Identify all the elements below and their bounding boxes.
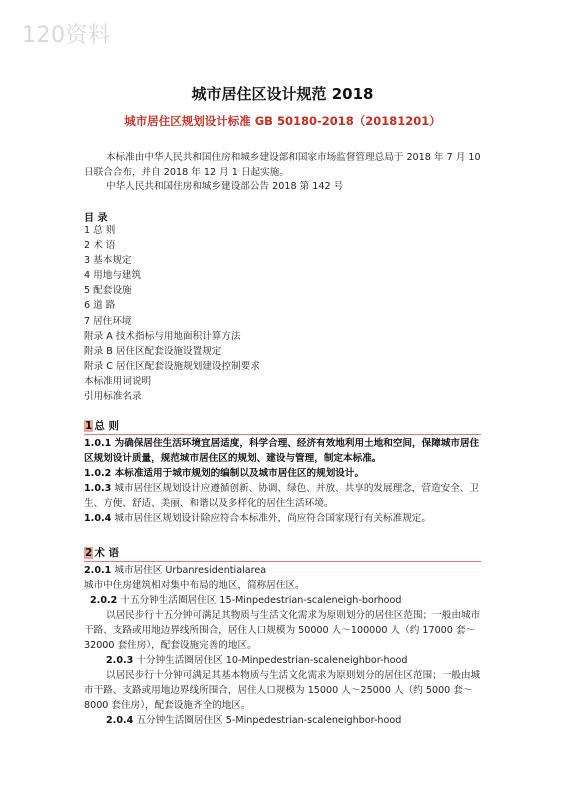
toc-item[interactable]: 4 用地与建筑 [84, 270, 142, 282]
clause-1-0-2: 1.0.2 本标准适用于城市规划的编制以及城市居住区的规划设计。 [84, 468, 365, 479]
term-title: 十分钟生活圈居住区 10-Minpedestrian-scaleneighbor-hood [133, 655, 408, 666]
toc-item[interactable]: 附录 C 居住区配套设施规划建设控制要求 [84, 360, 260, 372]
section-title: 术 语 [94, 547, 119, 559]
term-definition: 以居民步行十五分钟可满足其物质与生活文化需求为原则划分的居住区范围；一般由城市干路、支路或用地边界线所围合，居住人口规模为 50000 人～100000 人（约 17000 套～32000 套住房），配套设施完善的地区。 [84, 610, 481, 651]
toc-item[interactable]: 7 居住环境 [84, 315, 132, 327]
toc-item[interactable]: 1 总 则 [84, 225, 116, 236]
clause-1-0-3 [84, 481, 484, 511]
toc-item[interactable]: 6 道 路 [84, 300, 116, 312]
section-2-body [84, 563, 484, 728]
term-2-0-1 [84, 563, 484, 578]
section-1-heading [84, 418, 119, 433]
clause-number: 2.0.3 [106, 655, 134, 666]
document-subtitle: 城市居住区规划设计标准 GB 50180-2018（20181201） [124, 114, 441, 128]
term-definition: 城市中住房建筑相对集中布局的地区，简称居住区。 [84, 580, 305, 591]
document-title: 城市居住区设计规范 2018 [191, 85, 374, 103]
intro-paragraph: 本标准由中华人民共和国住房和城乡建设部和国家市场监督管理总局于 2018 年 7 月 10 日联合合布，并自 2018 年 12 月 1 日起实施。 [84, 152, 481, 178]
term-2-0-4 [84, 713, 484, 728]
term-2-0-2 [84, 593, 484, 608]
term-definition: 以居民步行十分钟可满足其基本物质与生活文化需求为原则划分的居住区范围；一般由城市干路、支路或用地边界线所围合，居住人口规模为 15000 人～25000 人（约 5000 套～8000 套住房），配套设施齐全的地区。 [84, 670, 481, 711]
clause-number: 2.0.4 [106, 715, 134, 726]
clause-text: 城市居住区规划设计应遵循创新、协调、绿色、并放、共享的发展理念，营造安全、卫生、方便、舒适、美丽、和谐以及多样化的居住生活环境。 [84, 483, 479, 509]
watermark-logo: 120资料 [22, 23, 111, 48]
intro-announcement: 中华人民共和国住房和城乡建设部公告 2018 第 142 号 [106, 181, 344, 192]
clause-text: 城市居住区规划设计除应符合本标准外，尚应符合国家现行有关标准规定。 [111, 513, 431, 524]
clause-1-0-4 [84, 511, 484, 526]
toc-item[interactable]: 本标准用词说明 [84, 375, 152, 387]
clause-number: 1.0.4 [84, 513, 112, 524]
toc-item[interactable]: 5 配套设施 [84, 285, 132, 297]
term-title: 五分钟生活圈居住区 5-Minpedestrian-scaleneighbor-hood [133, 715, 402, 726]
term-title: 城市居住区 Urbanresidentialarea [111, 565, 267, 576]
section-2-heading [84, 545, 119, 560]
toc-item[interactable]: 2 术 语 [84, 240, 116, 252]
clause-number: 2.0.1 [84, 565, 112, 576]
toc-heading: 目 录 [84, 213, 108, 224]
section-title: 总 则 [94, 420, 119, 432]
toc-item[interactable]: 附录 B 居住区配套设施设置规定 [84, 345, 222, 357]
clause-number: 2.0.2 [90, 595, 118, 606]
section-1-body [84, 436, 484, 526]
table-of-contents [84, 223, 260, 404]
clause-1-0-1: 1.0.1 为确保居住生活环境宜居适度，科学合理、经济有效地利用土地和空间，保障城市居住区规划设计质量，规范城市居住区的规划、建设与管理，制定本标准。 [84, 438, 480, 464]
clause-number: 1.0.3 [84, 483, 112, 494]
toc-item[interactable]: 附录 A 技术指标与用地面积计算方法 [84, 330, 241, 342]
toc-item[interactable]: 3 基本规定 [84, 255, 132, 267]
section-number: 1 [85, 419, 93, 432]
toc-item[interactable]: 引用标准名录 [84, 391, 142, 403]
section-divider [84, 561, 481, 562]
section-divider [84, 434, 481, 435]
term-2-0-3 [84, 653, 484, 668]
term-title: 十五分钟生活圈居住区 15-Minpedestrian-scaleneigh-borhood [117, 595, 402, 606]
section-number: 2 [85, 546, 93, 559]
